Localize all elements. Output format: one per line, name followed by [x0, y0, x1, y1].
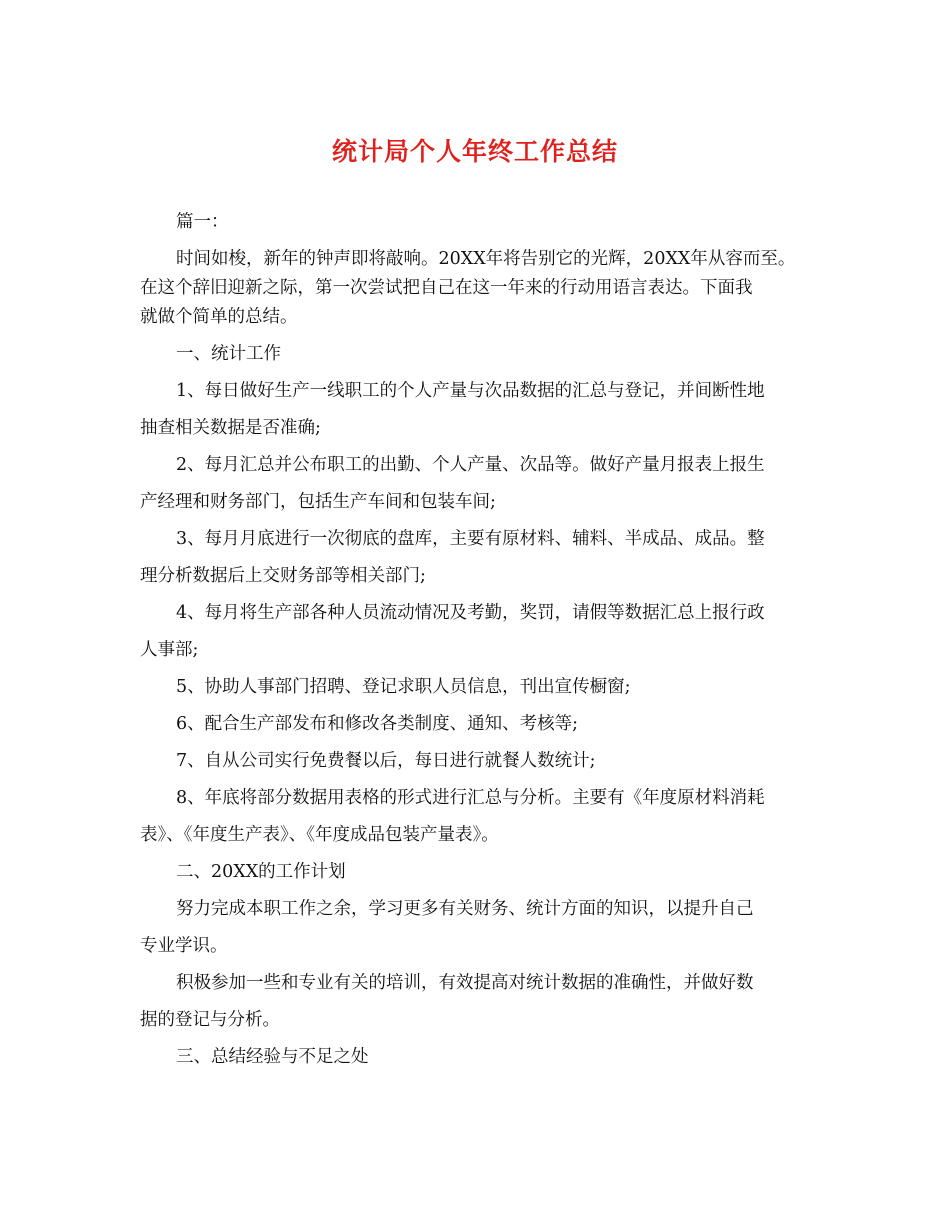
- list-item-line: 7、自从公司实行免费餐以后，每日进行就餐人数统计;: [176, 751, 596, 771]
- paragraph-line: 就做个简单的总结。: [140, 307, 298, 327]
- list-item-line: 产经理和财务部门，包括生产车间和包装车间;: [140, 492, 496, 512]
- section-heading: 一、统计工作: [176, 344, 281, 364]
- list-item-line: 8、年底将部分数据用表格的形式进行汇总与分析。主要有《年度原材料消耗: [176, 788, 765, 808]
- list-item-line: 3、每月月底进行一次彻底的盘库，主要有原材料、辅料、半成品、成品。整: [176, 529, 765, 549]
- document-body: [140, 208, 820, 1072]
- list-item-line: 抽查相关数据是否准确;: [140, 418, 321, 438]
- list-item-line: 4、每月将生产部各种人员流动情况及考勤，奖罚，请假等数据汇总上报行政: [176, 603, 765, 623]
- paragraph-line: 时间如梭，新年的钟声即将敲响。20XX年将告别它的光辉，20XX年从容而至。: [176, 249, 796, 269]
- list-item-line: 6、配合生产部发布和修改各类制度、通知、考核等;: [176, 714, 579, 734]
- list-item-line: 2、每月汇总并公布职工的出勤、个人产量、次品等。做好产量月报表上报生: [176, 455, 765, 475]
- section-label: 篇一：: [176, 212, 229, 232]
- paragraph-line: 在这个辞旧迎新之际，第一次尝试把自己在这一年来的行动用语言表达。下面我: [140, 278, 753, 298]
- paragraph-line: 专业学识。: [140, 936, 228, 956]
- paragraph-line: 据的登记与分析。: [140, 1010, 280, 1030]
- document-title: 统计局个人年终工作总结: [331, 137, 618, 166]
- paragraph-line: 积极参加一些和专业有关的培训，有效提高对统计数据的准确性，并做好数: [176, 973, 754, 993]
- list-item-line: 理分析数据后上交财务部等相关部门;: [140, 566, 426, 586]
- list-item-line: 人事部;: [140, 640, 199, 660]
- list-item-line: 1、每日做好生产一线职工的个人产量与次品数据的汇总与登记，并间断性地: [176, 381, 765, 401]
- section-heading: 二、20XX的工作计划: [176, 862, 346, 882]
- section-heading: 三、总结经验与不足之处: [176, 1047, 369, 1067]
- list-item-line: 5、协助人事部门招聘、登记求职人员信息，刊出宣传橱窗;: [176, 677, 631, 697]
- paragraph-line: 努力完成本职工作之余，学习更多有关财务、统计方面的知识，以提升自己: [176, 899, 754, 919]
- list-item-line: 表》、《年度生产表》、《年度成品包装产量表》。: [140, 825, 499, 845]
